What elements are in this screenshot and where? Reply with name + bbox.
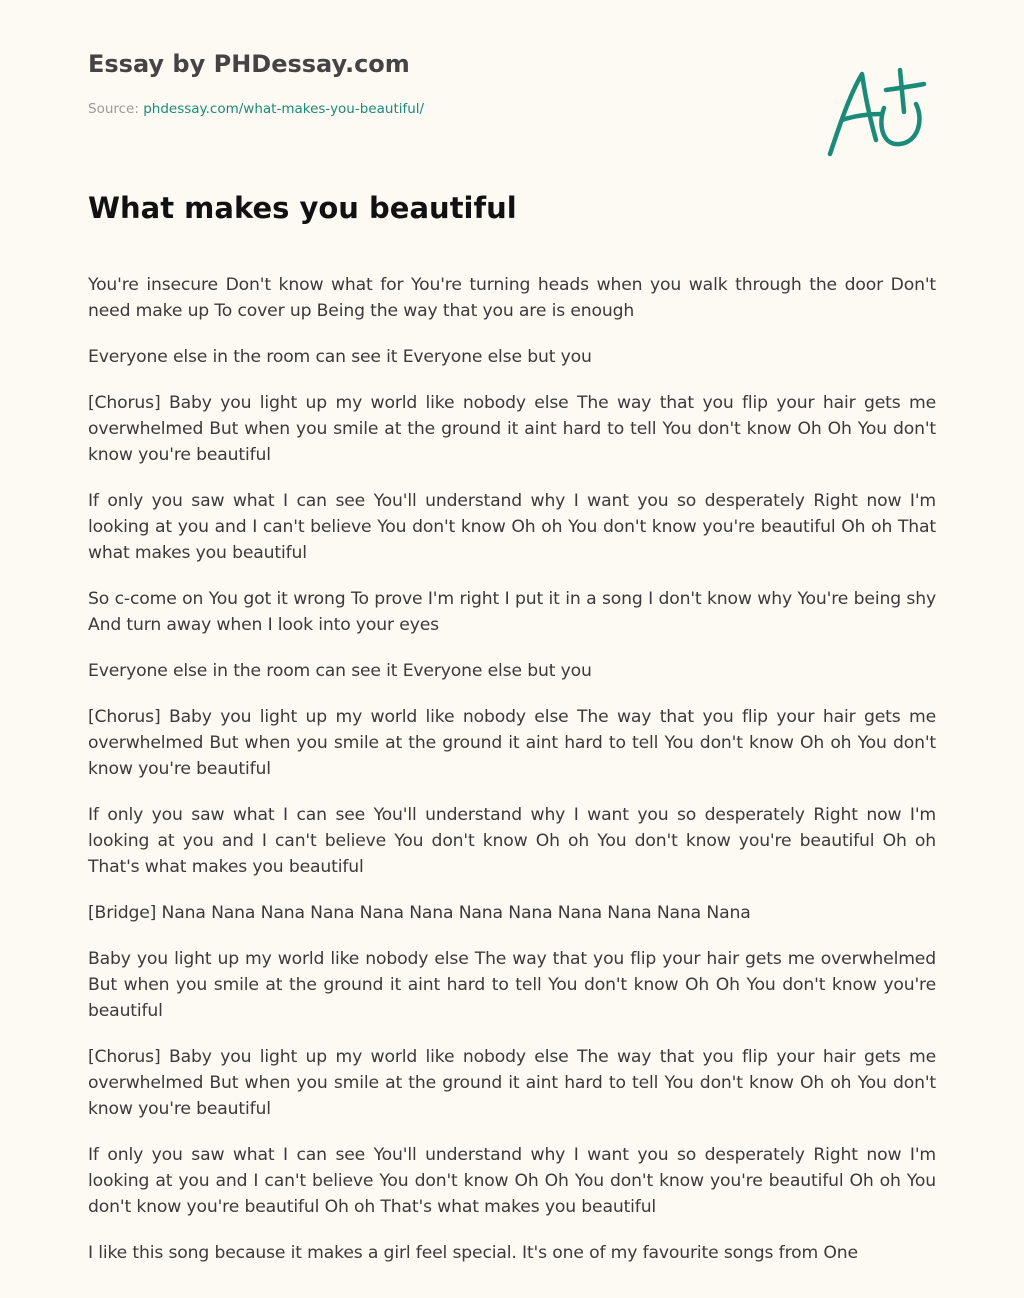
essay-paragraph: Baby you light up my world like nobody else The way that you flip your hair gets me overwhelmed But when you smile at the ground it aint hard to tell You don't know Oh Oh You don't know you're beautiful: [88, 949, 936, 1021]
essay-paragraph: Everyone else in the room can see it Everyone else but you: [88, 347, 592, 367]
essay-paragraph: So c-come on You got it wrong To prove I'm right I put it in a song I don't know why You're being shy And turn away when I look into your eyes: [88, 589, 936, 635]
essay-paragraph: If only you saw what I can see You'll understand why I want you so desperately Right now I'm looking at you and I can't believe You don't know Oh oh You don't know you're beautiful Oh oh That what makes you beautiful: [88, 491, 936, 563]
essay-paragraph: Everyone else in the room can see it Everyone else but you: [88, 661, 592, 681]
essay-paragraph: If only you saw what I can see You'll understand why I want you so desperately Right now I'm looking at you and I can't believe You don't know Oh oh You don't know you're beautiful Oh oh That's what makes you beautiful: [88, 805, 936, 877]
essay-paragraph: [Bridge] Nana Nana Nana Nana Nana Nana Nana Nana Nana Nana Nana Nana: [88, 903, 751, 923]
a-plus-icon: [820, 62, 932, 162]
source-label: Source:: [88, 101, 139, 117]
brand-name: Essay by PHDessay.com: [88, 50, 410, 78]
essay-paragraph: I like this song because it makes a girl feel special. It's one of my favourite songs from One: [88, 1243, 858, 1263]
source-link[interactable]: phdessay.com/what-makes-you-beautiful/: [143, 101, 425, 117]
source-line: [88, 101, 424, 117]
essay-paragraph: You're insecure Don't know what for You're turning heads when you walk through the door Don't need make up To cover up Being the way that you are is enough: [88, 275, 936, 321]
essay-title: What makes you beautiful: [88, 191, 517, 225]
essay-paragraph: If only you saw what I can see You'll understand why I want you so desperately Right now I'm looking at you and I can't believe You don't know Oh Oh You don't know you're beautiful Oh oh You don't know you're beautiful Oh oh That's what makes you beautiful: [88, 1145, 936, 1217]
essay-paragraph: [Chorus] Baby you light up my world like nobody else The way that you flip your hair gets me overwhelmed But when you smile at the ground it aint hard to tell You don't know Oh oh You don't know you're beautiful: [88, 1047, 936, 1119]
essay-paragraph: [Chorus] Baby you light up my world like nobody else The way that you flip your hair gets me overwhelmed But when you smile at the ground it aint hard to tell You don't know Oh oh You don't know you're beautiful: [88, 707, 936, 779]
essay-paragraph: [Chorus] Baby you light up my world like nobody else The way that you flip your hair gets me overwhelmed But when you smile at the ground it aint hard to tell You don't know Oh Oh You don't know you're beautiful: [88, 393, 936, 465]
essay-body: [88, 272, 936, 1286]
